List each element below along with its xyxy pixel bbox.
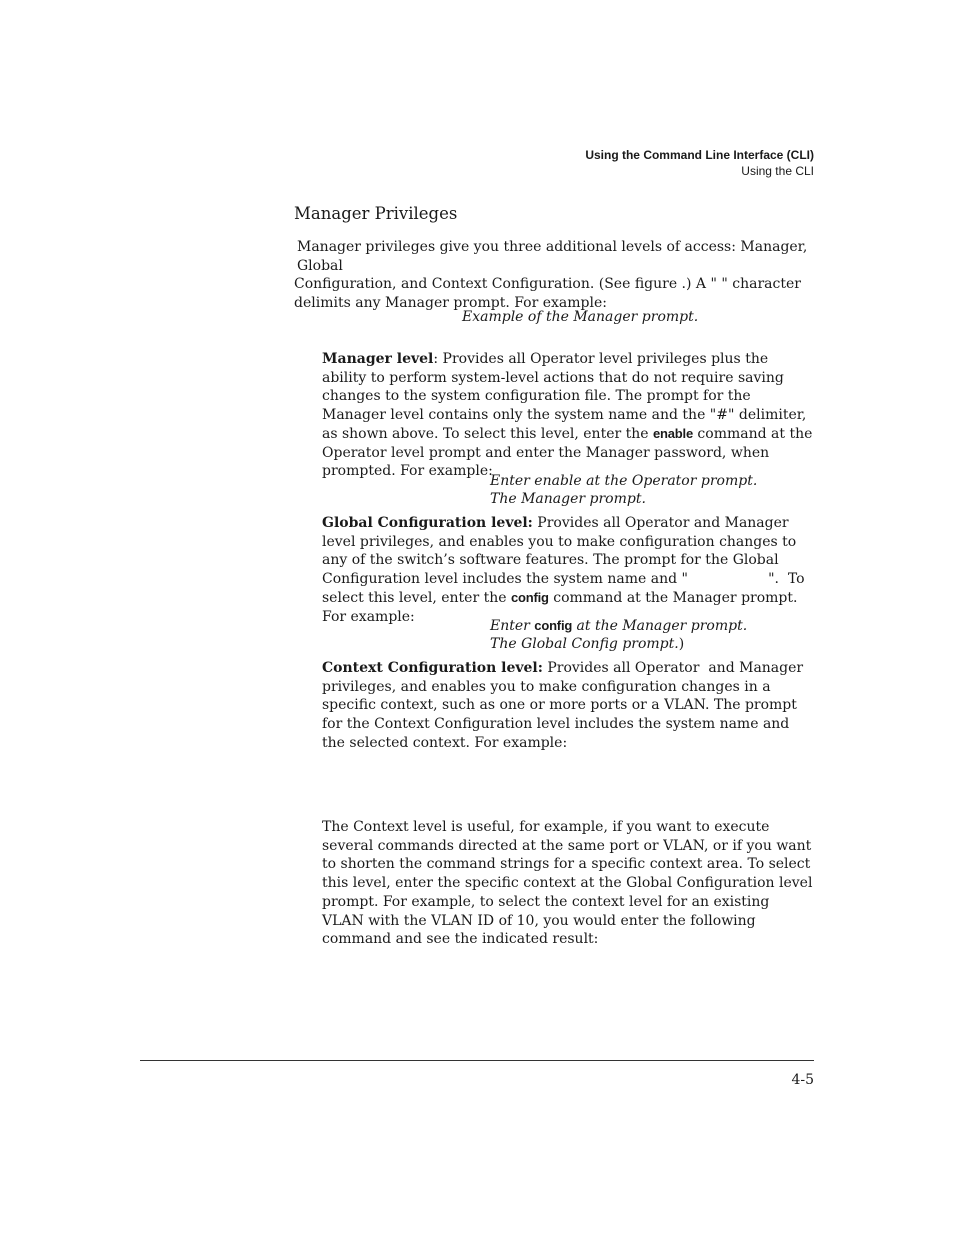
- global-config-label: Global Configuration level:: [322, 515, 533, 531]
- footer-rule: [140, 1060, 814, 1061]
- config-caption-tail: ): [678, 636, 685, 653]
- context-config-label: Context Configuration level:: [322, 660, 543, 676]
- config-caption-enter: Enter: [490, 618, 535, 634]
- intro-line-1: Manager privileges give you three additional levels of access: Manager, Global: [297, 239, 808, 274]
- intro-paragraph: [294, 238, 814, 313]
- config-caption-rest: at the Manager prompt.: [572, 618, 748, 634]
- global-config-text-b: command at the Manager prompt. For example:: [322, 589, 798, 625]
- config-command: config: [510, 589, 549, 605]
- manager-level-text-a: : Provides all Operator level privileges plus the ability to perform system-level actions that do not require saving changes to the system configuration file. The prompt for the Manager level contains only the system name and the "#" delimiter, as shown above. To select this level, enter the: [322, 351, 807, 442]
- manager-level-paragraph: [322, 350, 814, 481]
- global-config-text-a: Provides all Operator and Manager level privileges, and enables you to make configuration changes to any of the switch’s software features. The prompt for the Global Configuration level includes the system name and " ". To select this level, enter the: [322, 515, 810, 606]
- context-usage-paragraph: The Context level is useful, for example, if you want to execute several commands directed at the same port or VLAN, or if you want to shorten the command strings for a specific context area. To select this level, enter the specific context at the Global Configuration level prompt. For example, to select the context level for an existing VLAN with the VLAN ID of 10, you would enter the following command and see the indicated result:: [322, 819, 813, 948]
- intro-line-3: delimits any Manager prompt. For example:: [294, 295, 607, 312]
- running-header-section: Using the CLI: [741, 164, 814, 178]
- page-number: 4-5: [791, 1072, 814, 1088]
- global-config-paragraph: [322, 514, 814, 626]
- running-header-chapter: Using the Command Line Interface (CLI): [585, 148, 814, 162]
- config-caption: [490, 617, 747, 653]
- manager-level-label: Manager level: [322, 351, 434, 367]
- context-config-text: Provides all Operator and Manager privileges, and enables you to make configuration changes in a specific context, such as one or more ports or a VLAN. The prompt for the Context Configuration level includes the system name and the selected context. For example:: [322, 660, 808, 751]
- manager-level-text-b: command at the Operator level prompt and enter the Manager password, when prompted. For example:: [322, 425, 813, 480]
- config-caption-line-2-text: The Global Config prompt.: [490, 636, 679, 653]
- enable-caption-line-1: Enter enable at the Operator prompt.: [490, 473, 758, 489]
- config-caption-line-1: [490, 617, 747, 635]
- enable-caption-line-2: The Manager prompt.: [490, 491, 646, 508]
- manager-prompt-caption: Example of the Manager prompt.: [462, 309, 699, 325]
- section-title: Manager Privileges: [294, 204, 458, 223]
- enable-caption: [490, 472, 757, 508]
- enable-command: enable: [653, 425, 693, 441]
- context-config-paragraph: [322, 659, 814, 753]
- intro-line-2: Configuration, and Context Configuration. (See figure .) A " " character: [294, 276, 801, 293]
- config-caption-line-2: [490, 635, 747, 653]
- config-caption-command: config: [534, 618, 573, 633]
